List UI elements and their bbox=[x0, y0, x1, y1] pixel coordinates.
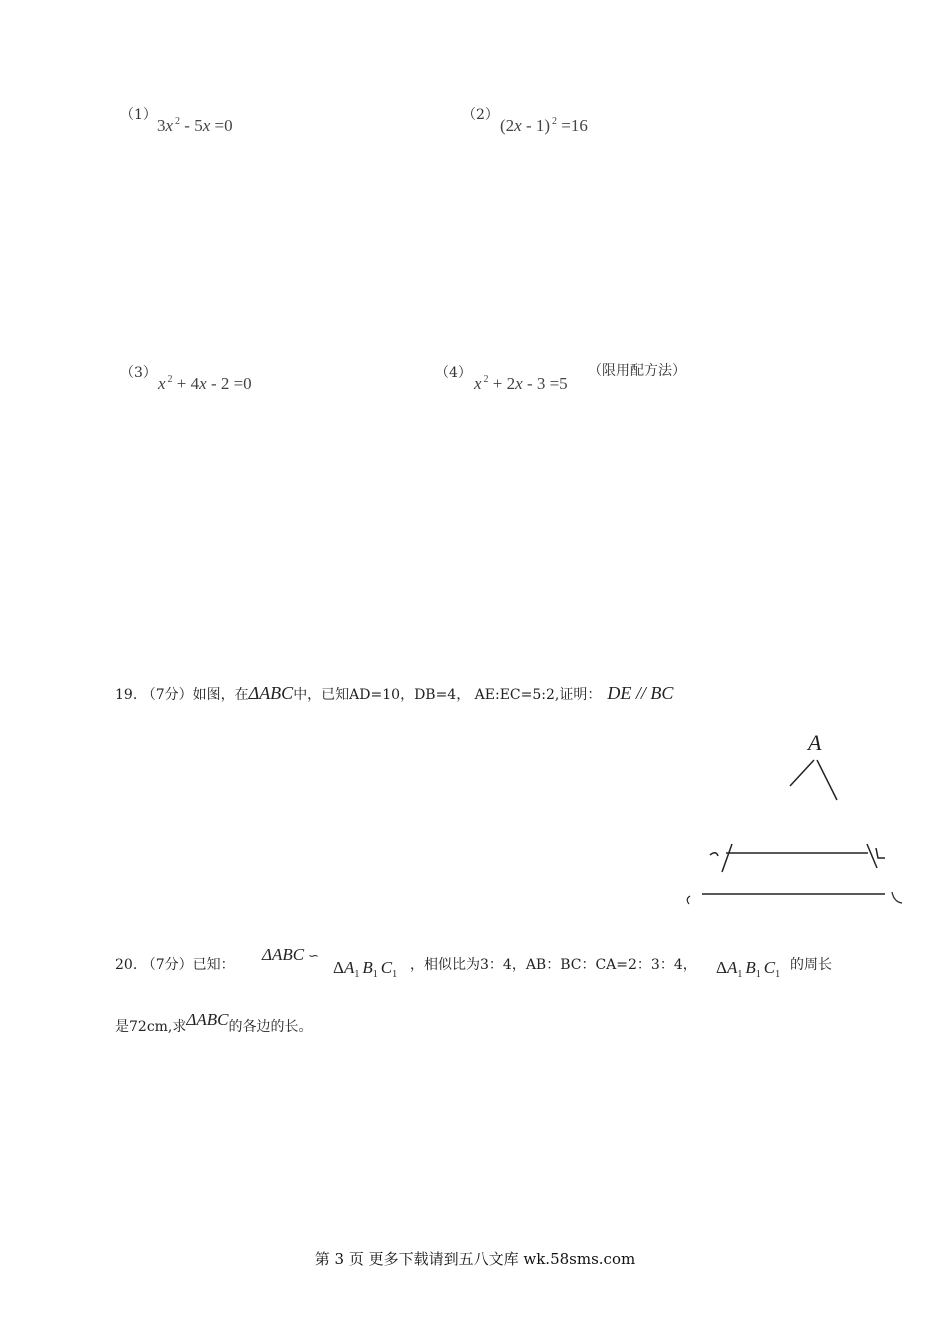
problem-4-label: （4） bbox=[435, 365, 472, 381]
problem-4-equation: x $^2$ + 2x - 3 =5 bbox=[474, 374, 568, 393]
problem-2-equation: (2x - 1) $^2$ =16 bbox=[500, 116, 588, 135]
vertex-d-label bbox=[710, 853, 718, 856]
question-20-line2: 是72cm,求ΔABC的各边的长。 bbox=[115, 1010, 313, 1035]
vertex-e-label bbox=[876, 848, 885, 858]
side-ac-top bbox=[817, 760, 837, 800]
side-ab-top bbox=[790, 760, 814, 786]
problem-4-note: （限用配方法） bbox=[588, 363, 686, 379]
side-ac-mid bbox=[867, 844, 877, 868]
vertex-c-label bbox=[892, 892, 902, 903]
problem-1-label: （1） bbox=[120, 107, 157, 123]
problem-3-equation: x $^2$ + 4x - 2 =0 bbox=[158, 374, 252, 393]
question-20-ratio: ，相似比为3：4，AB：BC：CA=2：3：4， bbox=[410, 957, 697, 973]
vertex-b-label bbox=[687, 896, 690, 904]
problem-3-label: （3） bbox=[120, 365, 157, 381]
side-ab-mid bbox=[722, 844, 732, 872]
problem-1-equation: 3x $^2$ - 5x =0 bbox=[157, 116, 233, 135]
question-20-perimeter: 的周长 bbox=[790, 957, 832, 973]
problem-2-label: （2） bbox=[462, 107, 499, 123]
question-20-triangle: ΔABC ∽ bbox=[262, 945, 319, 964]
vertex-a-label: A bbox=[808, 730, 822, 755]
triangle-figure bbox=[680, 728, 910, 910]
page-footer: 第 3 页 更多下载请到五八文库 wk.58sms.com bbox=[314, 1250, 636, 1268]
question-20-triangle-1: $\Delta A_1$ $B_1$ $C_1$ bbox=[333, 958, 398, 980]
question-20-prefix: 20. （7分）已知： bbox=[115, 957, 235, 973]
question-20-triangle-1-second: $\Delta A_1$ $B_1$ $C_1$ bbox=[716, 958, 781, 980]
question-19: 19. （7分）如图，在ΔABC中，已知AD=10，DB=4， AE:EC=5:2,证明： DE // BC bbox=[115, 683, 674, 703]
